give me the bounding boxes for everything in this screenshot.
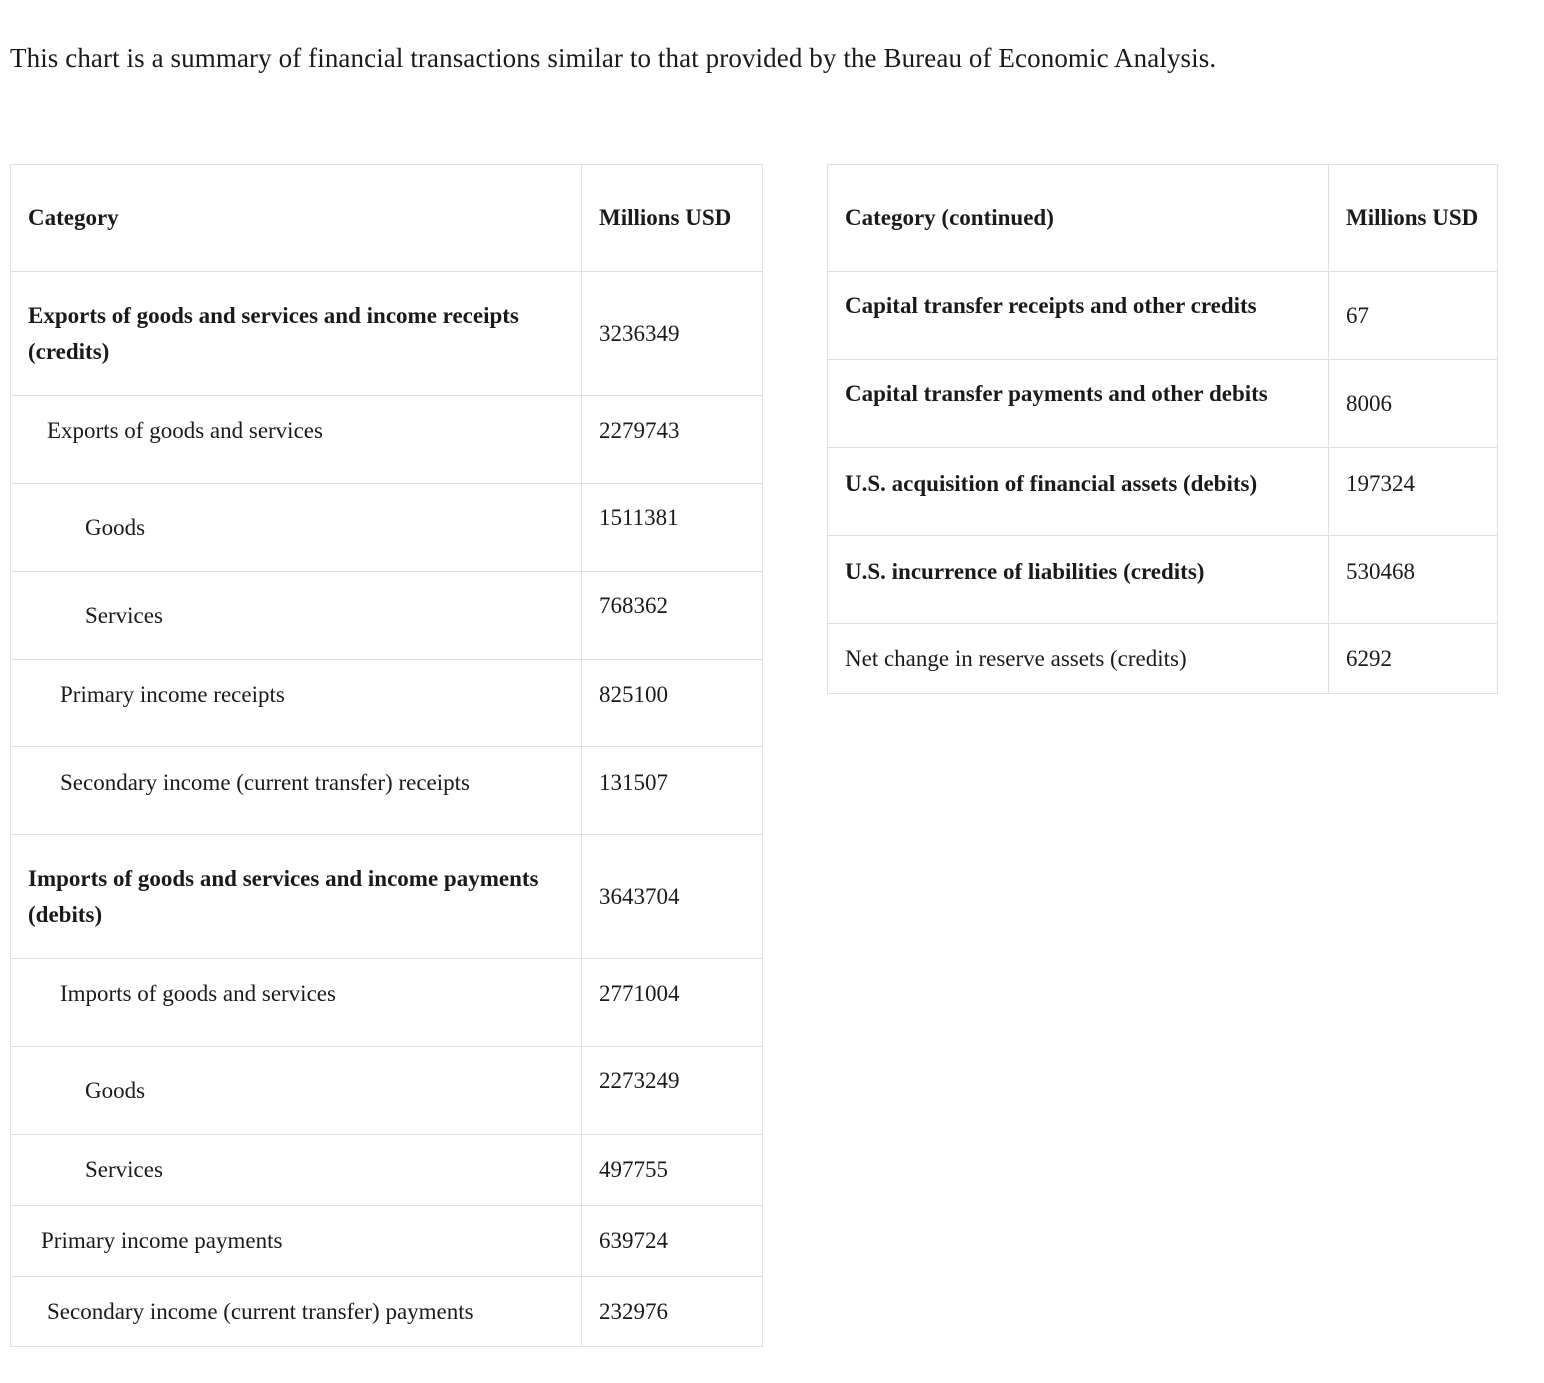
table-row [11,484,763,572]
header-value: Millions USD [1329,165,1498,272]
row-value: 768362 [582,572,763,660]
row-value: 6292 [1329,624,1498,694]
row-label: Net change in reserve assets (credits) [828,624,1329,694]
row-label: Capital transfer payments and other debits [828,360,1329,448]
row-label: Secondary income (current transfer) receipts [11,747,582,835]
row-label: Primary income receipts [11,660,582,747]
row-value: 8006 [1329,360,1498,448]
row-value: 2771004 [582,959,763,1047]
table-row [11,1047,763,1135]
row-label: Imports of goods and services [11,959,582,1047]
header-value: Millions USD [582,165,763,272]
row-value: 131507 [582,747,763,835]
header-category: Category (continued) [828,165,1329,272]
row-value: 530468 [1329,536,1498,624]
row-value: 2279743 [582,396,763,484]
header-category: Category [11,165,582,272]
table-row [828,360,1498,448]
table-row [11,660,763,747]
row-value: 497755 [582,1135,763,1206]
row-value: 825100 [582,660,763,747]
row-label: Imports of goods and services and income payments (debits) [11,835,582,959]
row-label: Goods [11,1047,582,1135]
row-label: Services [11,1135,582,1206]
table-row [11,272,763,396]
row-value: 2273249 [582,1047,763,1135]
row-label: Goods [11,484,582,572]
table-row [11,1135,763,1206]
table-row [11,1206,763,1277]
intro-text: This chart is a summary of financial transactions similar to that provided by the Bureau of Economic Analysis. [10,43,1217,73]
row-value: 1511381 [582,484,763,572]
row-value: 3236349 [582,272,763,396]
table-row [11,1277,763,1347]
row-value: 639724 [582,1206,763,1277]
row-label: Secondary income (current transfer) payments [11,1277,582,1347]
table-row [11,747,763,835]
row-label: Primary income payments [11,1206,582,1277]
row-value: 232976 [582,1277,763,1347]
row-value: 3643704 [582,835,763,959]
table-row [828,448,1498,536]
table-row [11,572,763,660]
row-label: U.S. acquisition of financial assets (debits) [828,448,1329,536]
row-label: Exports of goods and services [11,396,582,484]
table-row [11,396,763,484]
row-label: Services [11,572,582,660]
balance-table-left [10,164,763,1347]
table-row [828,272,1498,360]
table-header-row [11,165,763,272]
row-value: 67 [1329,272,1498,360]
table-row [11,959,763,1047]
row-label: U.S. incurrence of liabilities (credits) [828,536,1329,624]
table-row [828,624,1498,694]
row-label: Exports of goods and services and income receipts (credits) [11,272,582,396]
table-header-row [828,165,1498,272]
table-row [11,835,763,959]
row-label: Capital transfer receipts and other credits [828,272,1329,360]
row-value: 197324 [1329,448,1498,536]
balance-table-right [827,164,1498,694]
table-row [828,536,1498,624]
